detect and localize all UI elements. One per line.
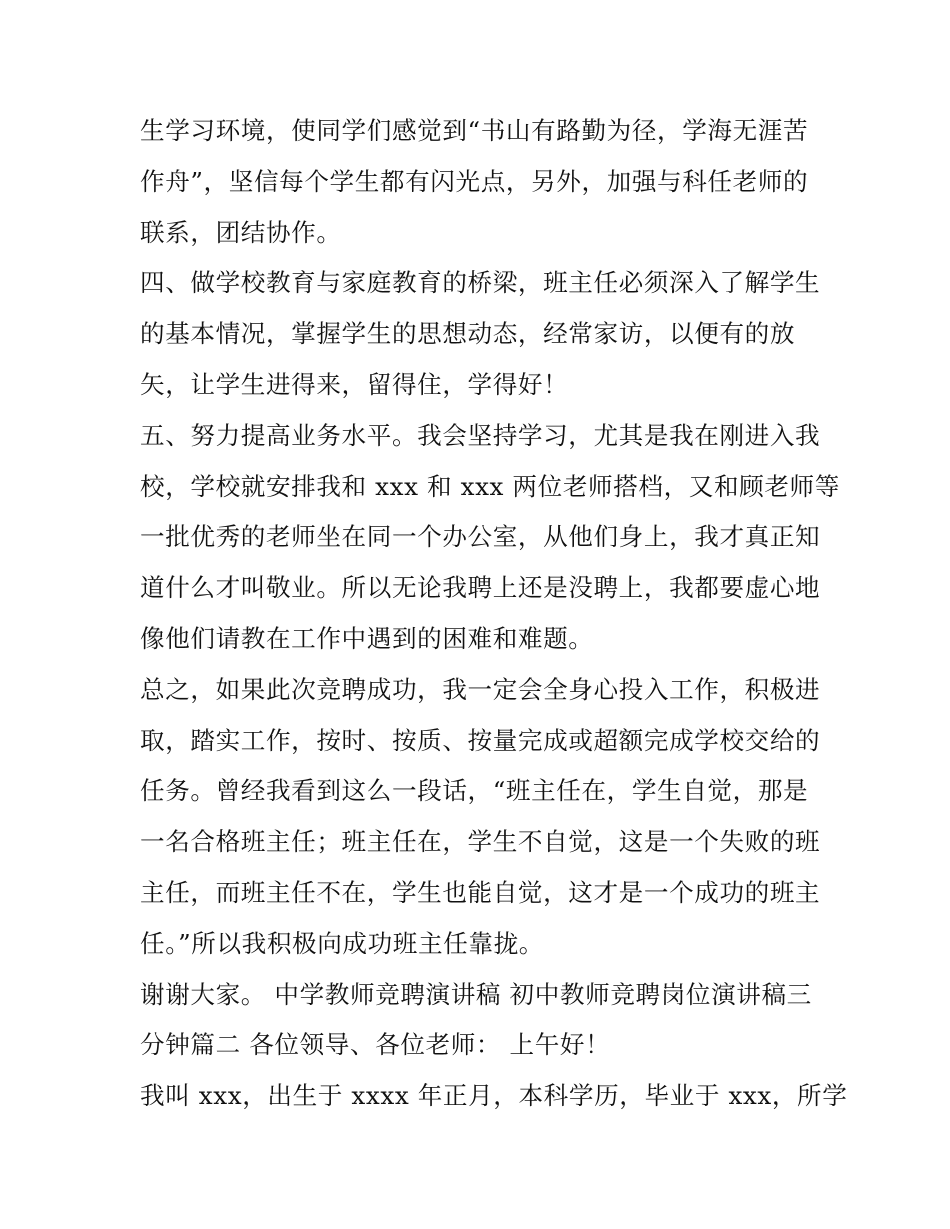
document-body bbox=[140, 106, 848, 1122]
text-line: 的基本情况，掌握学生的思想动态，经常家访，以便有的放 bbox=[140, 319, 796, 349]
paragraph-self-introduction bbox=[140, 1071, 848, 1122]
text-line: 作舟”，坚信每个学生都有闪光点，另外，加强与科任老师的 bbox=[140, 166, 809, 196]
text-line: 生学习环境，使同学们感觉到“书山有路勤为径，学海无涯苦 bbox=[140, 116, 809, 145]
paragraph-point-five bbox=[140, 411, 840, 665]
paragraph-conclusion bbox=[140, 665, 830, 970]
text-line: 谢谢大家。 中学教师竞聘演讲稿 初中教师竞聘岗位演讲稿三 bbox=[140, 979, 812, 1009]
paragraph-point-four bbox=[140, 258, 830, 410]
paragraph-study-environment bbox=[140, 106, 830, 258]
text-line: 五、努力提高业务水平。我会坚持学习，尤其是我在刚进入我 bbox=[140, 420, 821, 450]
text-line: 四、做学校教育与家庭教育的桥梁，班主任必须深入了解学生 bbox=[140, 268, 821, 298]
text-line: 一批优秀的老师坐在同一个办公室，从他们身上，我才真正知 bbox=[140, 522, 821, 552]
paragraph-thanks-and-title bbox=[140, 970, 830, 1072]
text-line: 主任，而班主任不在，学生也能自觉，这才是一个成功的班主 bbox=[140, 877, 821, 907]
text-line: 联系，团结协作。 bbox=[140, 217, 342, 247]
text-line: 总之，如果此次竞聘成功，我一定会全身心投入工作，积极进 bbox=[140, 674, 821, 704]
text-line: 任务。曾经我看到这么一段话，“班主任在，学生自觉，那是 bbox=[140, 776, 809, 806]
text-line: 像他们请教在工作中遇到的困难和难题。 bbox=[140, 623, 594, 653]
text-line: 校，学校就安排我和 xxx 和 xxx 两位老师搭档，又和顾老师等 bbox=[140, 471, 840, 501]
text-line: 分钟篇二 各位领导、各位老师： 上午好！ bbox=[140, 1030, 611, 1060]
text-line: 任。”所以我积极向成功班主任靠拢。 bbox=[140, 928, 544, 958]
text-line: 我叫 xxx，出生于 xxxx 年正月，本科学历，毕业于 xxx，所学 bbox=[140, 1081, 848, 1111]
text-line: 矢，让学生进得来，留得住，学得好！ bbox=[140, 369, 569, 399]
text-line: 取，踏实工作，按时、按质、按量完成或超额完成学校交给的 bbox=[140, 725, 821, 755]
text-line: 一名合格班主任；班主任在，学生不自觉，这是一个失败的班 bbox=[140, 827, 821, 857]
text-line: 道什么才叫敬业。所以无论我聘上还是没聘上，我都要虚心地 bbox=[140, 573, 821, 603]
